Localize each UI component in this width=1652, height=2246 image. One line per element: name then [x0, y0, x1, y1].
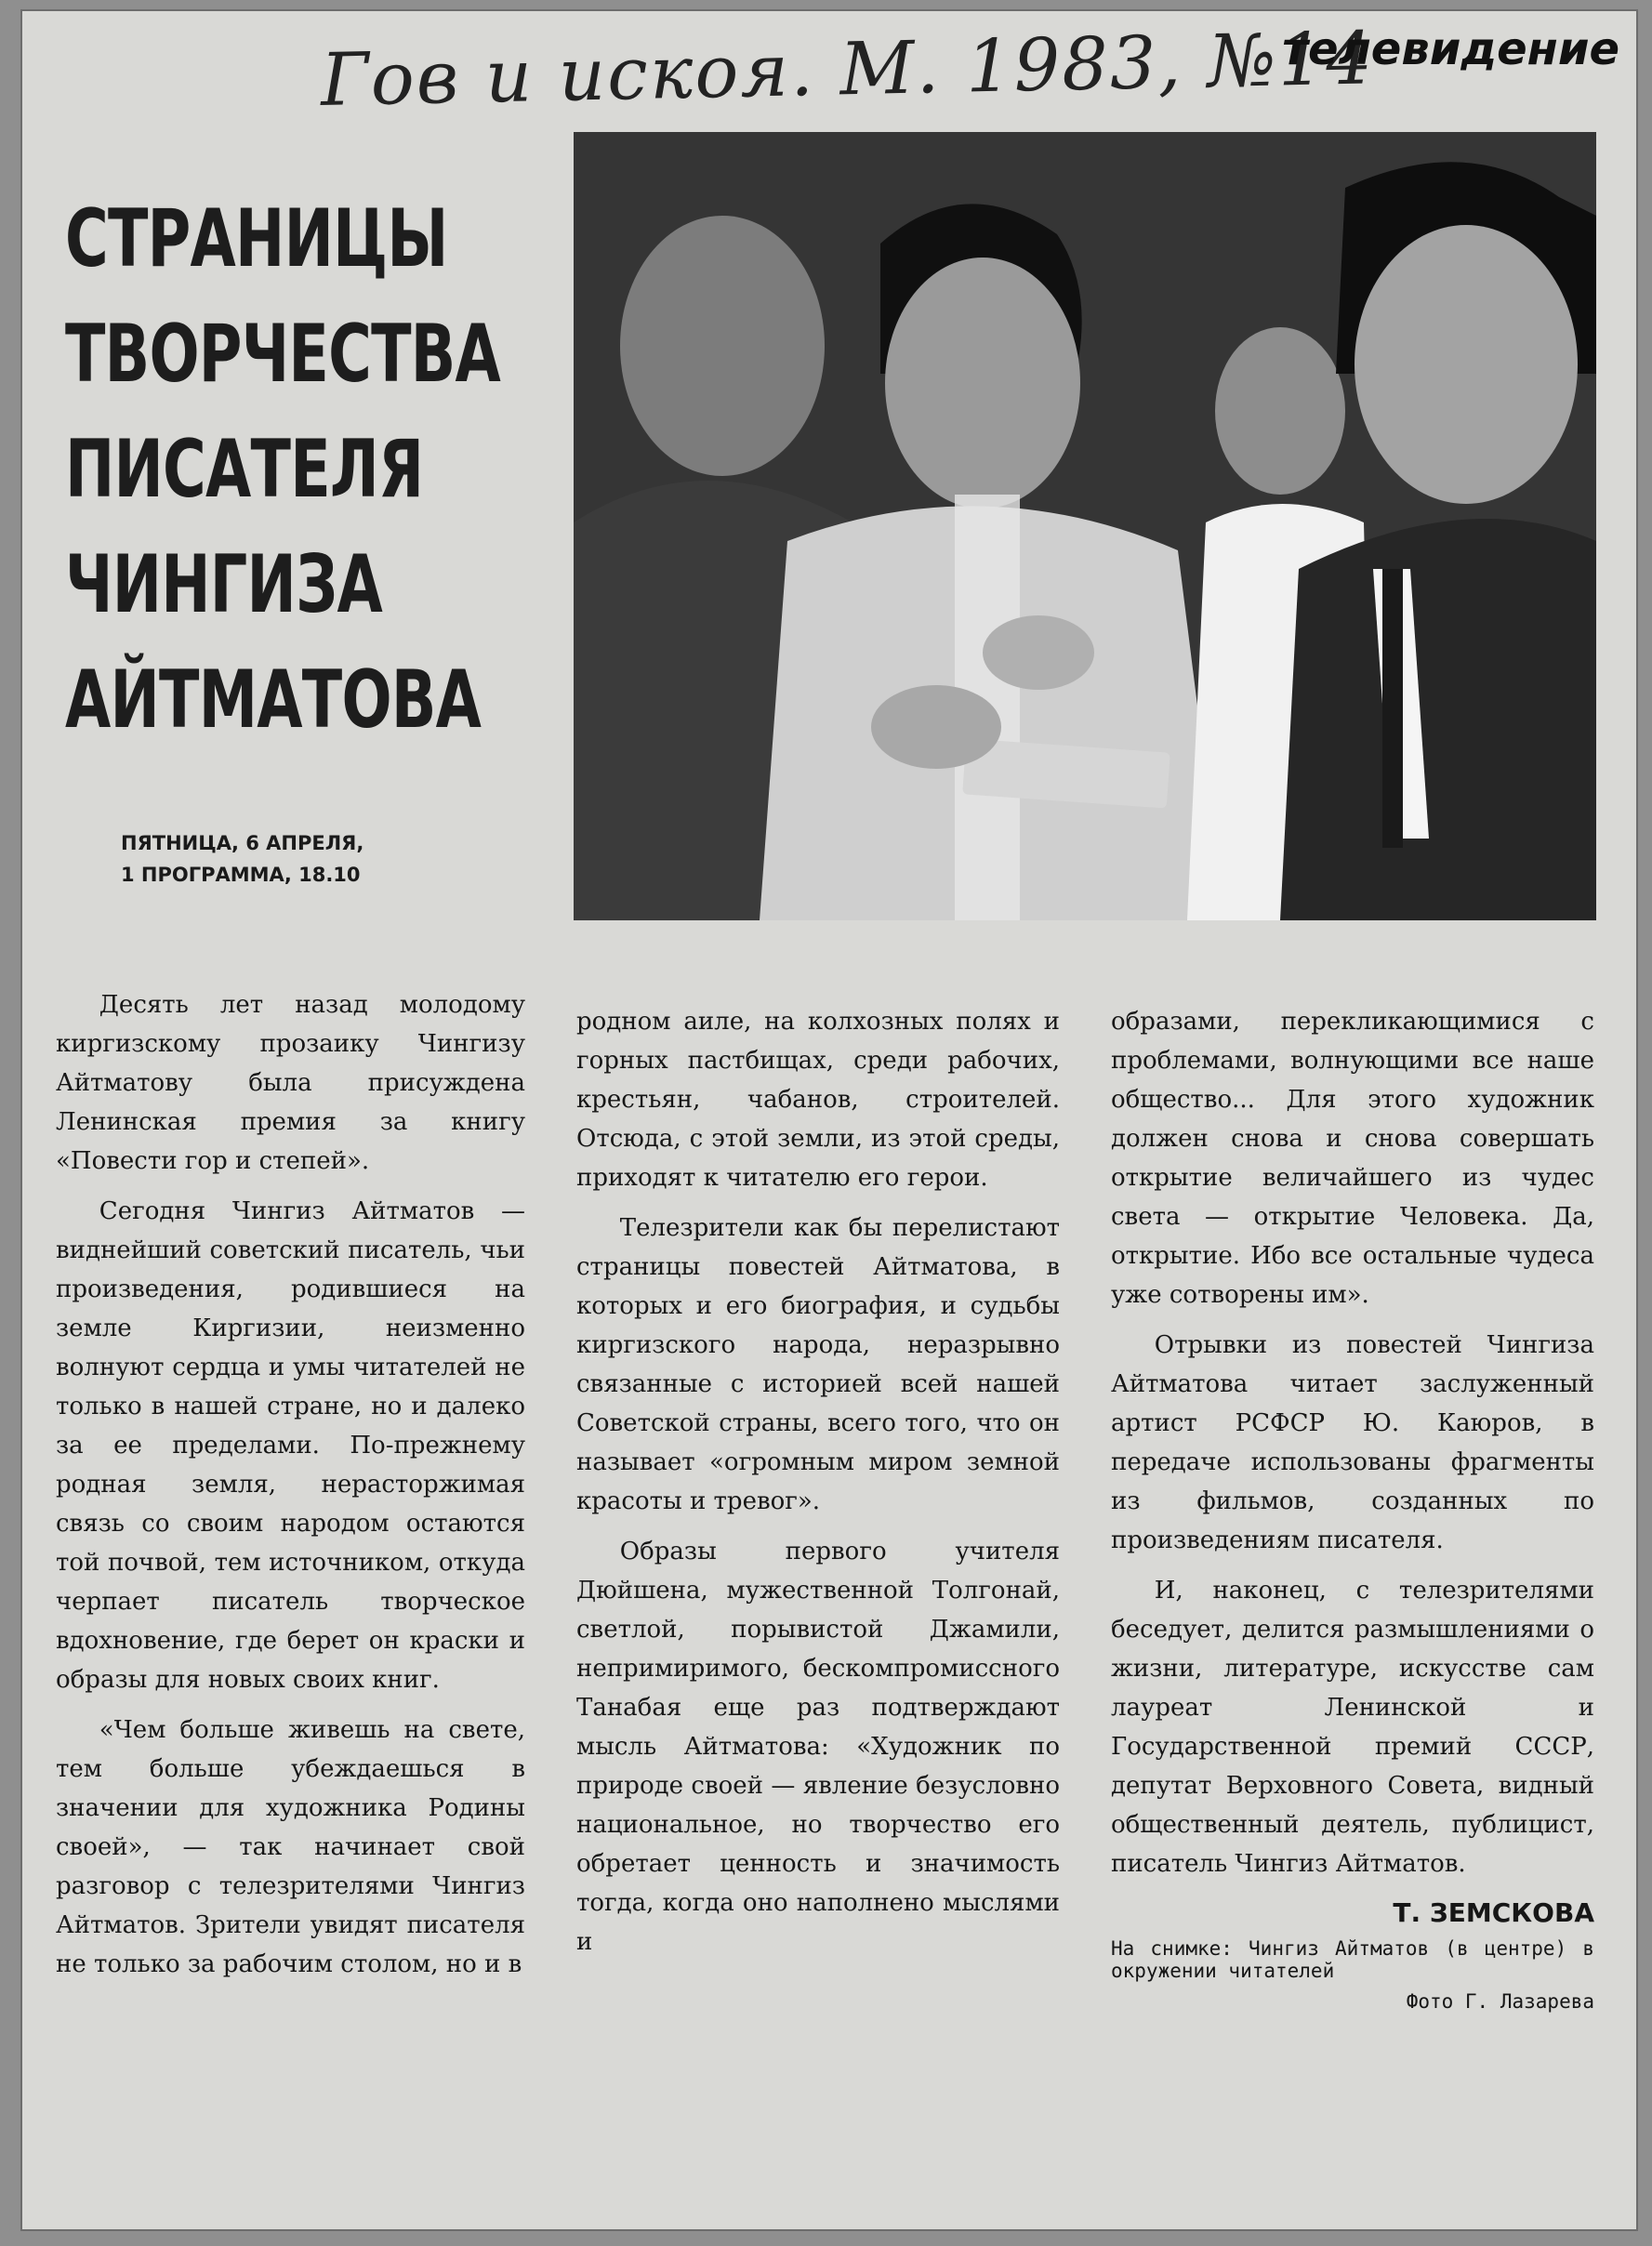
photo-illustration	[574, 132, 1596, 920]
headline-line: ТВОРЧЕСТВА	[65, 308, 501, 401]
headline-line: ПИСАТЕЛЯ	[65, 423, 424, 516]
schedule-program: 1 ПРОГРАММА, 18.10	[121, 864, 361, 886]
article-paragraph: Сегодня Чингиз Айтматов — виднейший советский писатель, чьи произведения, родившиеся на земле Киргизии, неизменно волнуют сердца и умы читателей не только в нашей стране, но и далеко за ее пределами. По-прежнему родная земля, нерасторжимая связь со своим народом остаются той почвой, тем источником, откуда черпает писатель творческое вдохновение, где берет он краски и образы для новых своих книг.	[56, 1197, 525, 1694]
article-paragraph: И, наконец, с телезрителями беседует, делится размышлениями о жизни, литературе, искусстве сам лауреат Ленинской и Государственной премий СССР, депутат Верховного Совета, видный общественный деятель, публицист, писатель Чингиз Айтматов.	[1111, 1577, 1594, 1878]
article-column-1	[56, 985, 525, 2194]
article-paragraph: родном аиле, на колхозных полях и горных пастбищах, среди рабочих, крестьян, чабанов, строителей. Отсюда, с этой земли, из этой среды, приходят к читателю его герои.	[576, 1008, 1060, 1192]
article-column-3	[1111, 1002, 1594, 2211]
article-paragraph: Телезрители как бы перелистают страницы повестей Айтматова, в которых и его биография, и судьбы киргизского народа, неразрывно связанные с историей всей нашей Советской страны, всего того, что он называет «огромным миром земной красоты и тревог».	[576, 1214, 1060, 1515]
photo-caption: На снимке: Чингиз Айтматов (в центре) в окружении читателей	[1111, 1937, 1594, 1982]
headline-line: ЧИНГИЗА	[65, 538, 383, 631]
photo	[574, 132, 1596, 920]
photo-credit: Фото Г. Лазарева	[1406, 1990, 1594, 2013]
article-paragraph: Отрывки из повестей Чингиза Айтматова читает заслуженный артист РСФСР Ю. Каюров, в передаче использованы фрагменты из фильмов, созданных по произведениям писателя.	[1111, 1331, 1594, 1554]
headline-line: АЙТМАТОВА	[65, 654, 482, 746]
handwritten-note: Гов и искоя. М. 1983, №14	[320, 17, 1375, 124]
article-paragraph: Десять лет назад молодому киргизскому прозаику Чингизу Айтматову была присуждена Ленинская премия за книгу «Повести гор и степей».	[56, 991, 525, 1175]
article-paragraph: Образы первого учителя Дюйшена, мужественной Толгонай, светлой, порывистой Джамили, непримиримого, бескомпромиссного Танабая еще раз подтверждают мысль Айтматова: «Художник по природе своей — явление безусловно национальное, но творчество его обретает ценность и значимость тогда, когда оно наполнено мыслями и	[576, 1538, 1060, 1956]
author-signature: Т. ЗЕМСКОВА	[1393, 1897, 1594, 1928]
headline	[65, 181, 511, 758]
article-paragraph: «Чем больше живешь на свете, тем больше убеждаешься в значении для художника Родины своей», — так начинает свой разговор с телезрителями Чингиз Айтматов. Зрители увидят писателя не только за рабочим столом, но и в	[56, 1716, 525, 1978]
article-column-2	[576, 1002, 1060, 2211]
headline-line: СТРАНИЦЫ	[65, 192, 448, 285]
section-label: телевидение	[1282, 23, 1619, 75]
schedule-date: ПЯТНИЦА, 6 АПРЕЛЯ,	[121, 832, 364, 854]
broadcast-schedule	[121, 827, 456, 902]
article-paragraph: образами, перекликающимися с проблемами, волнующими все наше общество... Для этого художник должен снова и снова совершать открытие величайшего из чудес света — открытие Человека. Да, открытие. Ибо все остальные чудеса уже сотворены им».	[1111, 1008, 1594, 1309]
